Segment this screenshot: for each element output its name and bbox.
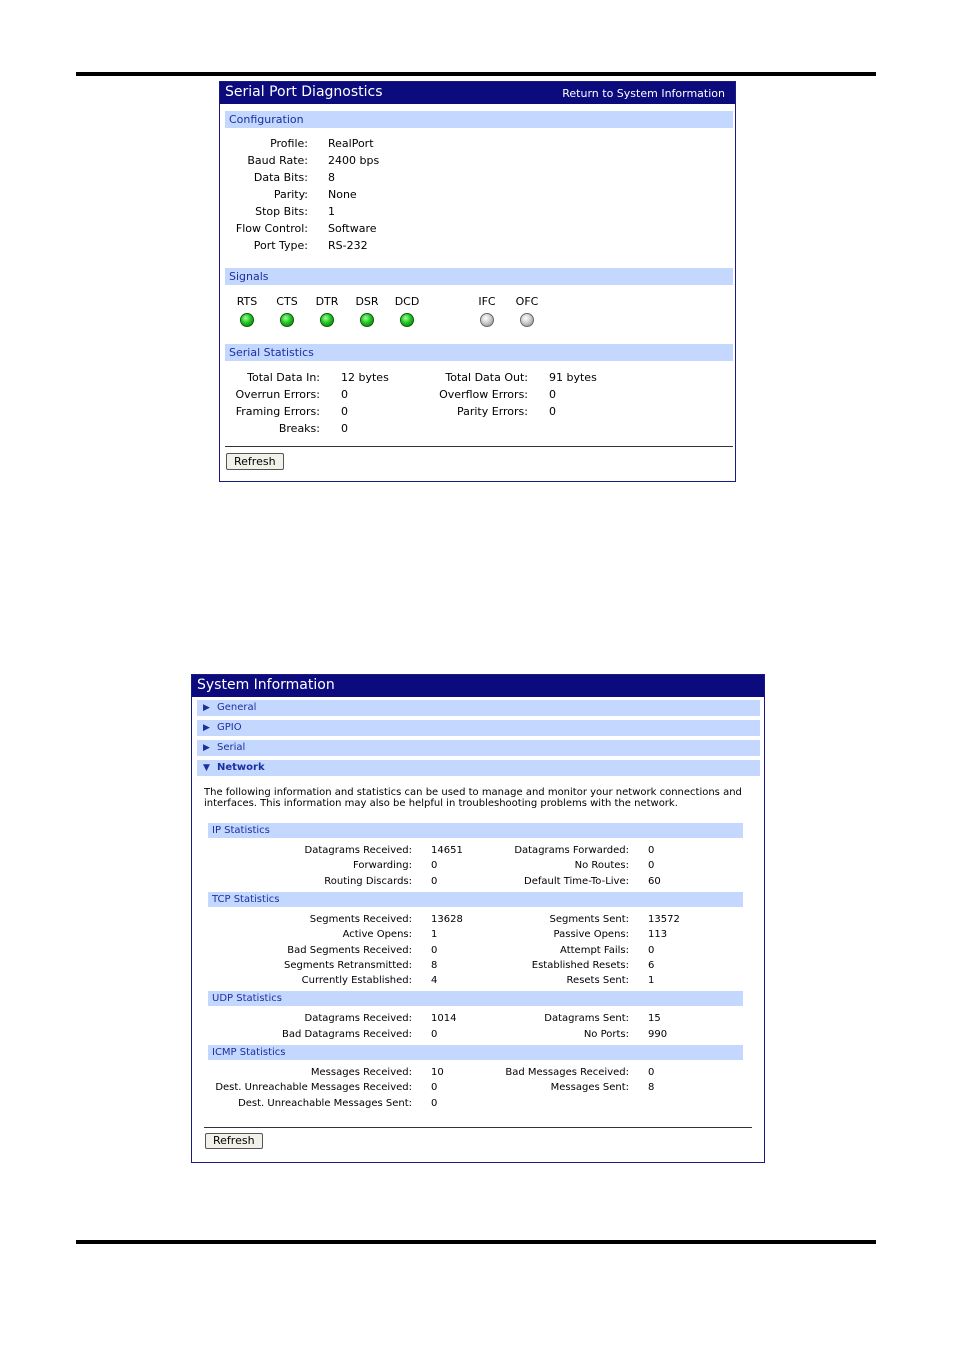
stat-label: Datagrams Received: [304, 845, 412, 856]
section-general[interactable] [197, 700, 760, 716]
stat-value: 12 bytes [341, 371, 389, 384]
stat-value: 0 [341, 422, 348, 435]
stat-value: 1 [648, 975, 655, 987]
config-value: None [328, 188, 357, 201]
stat-value: 0 [648, 1067, 655, 1078]
serial-title-bar [220, 82, 735, 104]
refresh-button[interactable]: Refresh [205, 1133, 263, 1149]
stat-label: Overflow Errors: [439, 388, 528, 401]
stat-label: Segments Retransmitted: [284, 959, 412, 971]
stat-value: 91 bytes [549, 371, 597, 384]
stat-label: Routing Discards: [324, 875, 412, 887]
triangle-right-icon: ▶ [203, 723, 210, 733]
stat-label: No Routes: [574, 860, 629, 872]
stat-value: 8 [431, 959, 438, 971]
stat-value: 10 [431, 1067, 444, 1078]
config-value: RS-232 [328, 239, 368, 252]
signal-label: DTR [315, 295, 339, 308]
config-label: Port Type: [253, 239, 308, 252]
configuration-heading: Configuration [225, 111, 733, 128]
config-value: Software [328, 222, 377, 235]
signal-led-dcd [400, 313, 414, 327]
triangle-right-icon: ▶ [203, 743, 210, 753]
stat-value: 990 [648, 1028, 668, 1040]
config-label: Profile: [270, 137, 308, 150]
stat-label: Datagrams Sent: [544, 1013, 629, 1025]
stat-value: 0 [431, 860, 438, 872]
stat-label: Dest. Unreachable Messages Received: [215, 1082, 412, 1094]
stat-value: 0 [431, 1028, 438, 1040]
stat-label: Segments Received: [309, 913, 412, 925]
stat-value: 0 [431, 875, 438, 887]
stat-value: 0 [431, 1082, 438, 1094]
config-label: Flow Control: [235, 222, 308, 235]
section-network[interactable] [197, 760, 760, 776]
stat-value: 13628 [431, 913, 463, 925]
config-value: 1 [328, 205, 335, 218]
config-label: Baud Rate: [247, 154, 308, 167]
signal-led-cts [280, 313, 294, 327]
page-title: Serial Port Diagnostics [225, 84, 383, 100]
stat-value: 0 [648, 845, 655, 856]
stat-label: Bad Messages Received: [505, 1067, 629, 1078]
stat-label: Framing Errors: [235, 405, 320, 418]
section-label: Serial [217, 742, 246, 753]
divider [225, 446, 733, 447]
stat-label: Bad Datagrams Received: [282, 1028, 412, 1040]
stat-value: 1 [431, 929, 438, 941]
stat-label: Resets Sent: [566, 975, 629, 987]
stat-label: Passive Opens: [553, 929, 629, 941]
refresh-button[interactable]: Refresh [226, 453, 284, 470]
serial-diagnostics-panel [219, 81, 736, 482]
stat-label: No Ports: [583, 1028, 629, 1040]
triangle-right-icon: ▶ [203, 703, 210, 713]
stat-label: Messages Sent: [550, 1082, 629, 1094]
signal-led-dtr [320, 313, 334, 327]
section-serial[interactable] [197, 740, 760, 756]
stat-label: Default Time-To-Live: [524, 875, 629, 887]
config-label: Data Bits: [253, 171, 308, 184]
statistics-heading: ICMP Statistics [208, 1045, 743, 1060]
section-label: General [217, 702, 257, 713]
signal-led-dsr [360, 313, 374, 327]
config-label: Stop Bits: [255, 205, 308, 218]
stat-label: Datagrams Forwarded: [514, 845, 629, 856]
stat-value: 6 [648, 959, 655, 971]
stat-value: 15 [648, 1013, 661, 1025]
stat-value: 14651 [431, 845, 463, 856]
signal-label: RTS [236, 295, 258, 308]
stat-label: Attempt Fails: [560, 944, 629, 956]
stat-label: Segments Sent: [549, 913, 629, 925]
stat-label: Total Data Out: [445, 371, 528, 384]
section-label: GPIO [217, 722, 242, 733]
stat-value: 113 [648, 929, 668, 941]
signal-label: DCD [394, 295, 420, 308]
stat-label: Parity Errors: [456, 405, 528, 418]
stat-value: 0 [648, 860, 655, 872]
stat-label: Forwarding: [352, 860, 412, 872]
config-value: 8 [328, 171, 335, 184]
signal-label: CTS [276, 295, 298, 308]
section-label: Network [217, 762, 265, 773]
stat-value: 0 [431, 1097, 438, 1109]
stat-label: Bad Segments Received: [287, 944, 412, 956]
statistics-heading: UDP Statistics [208, 991, 743, 1006]
stat-value: 4 [431, 975, 438, 987]
stat-label: Breaks: [278, 422, 320, 435]
stat-label: Total Data In: [247, 371, 320, 384]
stat-value: 0 [549, 405, 556, 418]
stat-label: Currently Established: [301, 975, 412, 987]
signal-led-ifc [480, 313, 494, 327]
stat-value: 1014 [431, 1013, 457, 1025]
stat-label: Overrun Errors: [235, 388, 320, 401]
stat-label: Established Resets: [531, 959, 629, 971]
stat-label: Messages Received: [310, 1067, 412, 1078]
statistics-heading: TCP Statistics [208, 892, 743, 907]
signals-heading: Signals [225, 268, 733, 285]
signal-led-rts [240, 313, 254, 327]
divider [204, 1127, 752, 1128]
config-value: 2400 bps [328, 154, 380, 167]
network-description: The following information and statistics can be used to manage and monitor your network connections and interfaces. This information may also be helpful in troubleshooting problems with the network. [204, 787, 742, 809]
stat-value: 0 [549, 388, 556, 401]
stat-label: Datagrams Received: [304, 1013, 412, 1025]
stat-value: 0 [648, 944, 655, 956]
stat-value: 8 [648, 1082, 655, 1094]
stat-value: 13572 [648, 913, 680, 925]
stat-value: 0 [431, 944, 438, 956]
signal-led-ofc [520, 313, 534, 327]
system-information-panel [191, 674, 765, 1163]
stat-value: 60 [648, 875, 661, 887]
stat-label: Active Opens: [342, 929, 412, 941]
sysinfo-title: System Information [197, 677, 335, 693]
triangle-down-icon: ▼ [203, 763, 210, 773]
stat-label: Dest. Unreachable Messages Sent: [238, 1097, 412, 1109]
top-rule [76, 72, 876, 76]
sysinfo-title-bar [192, 675, 764, 697]
statistics-heading: IP Statistics [208, 823, 743, 838]
config-value: RealPort [328, 137, 374, 150]
stat-value: 0 [341, 405, 348, 418]
section-gpio[interactable] [197, 720, 760, 736]
bottom-rule [76, 1240, 876, 1244]
stat-value: 0 [341, 388, 348, 401]
config-label: Parity: [273, 188, 308, 201]
serial-statistics-heading: Serial Statistics [225, 344, 733, 361]
signal-label: IFC [478, 295, 496, 308]
return-to-system-info-link[interactable]: Return to System Information [562, 87, 725, 100]
signal-label: DSR [355, 295, 379, 308]
signal-label: OFC [515, 295, 539, 308]
